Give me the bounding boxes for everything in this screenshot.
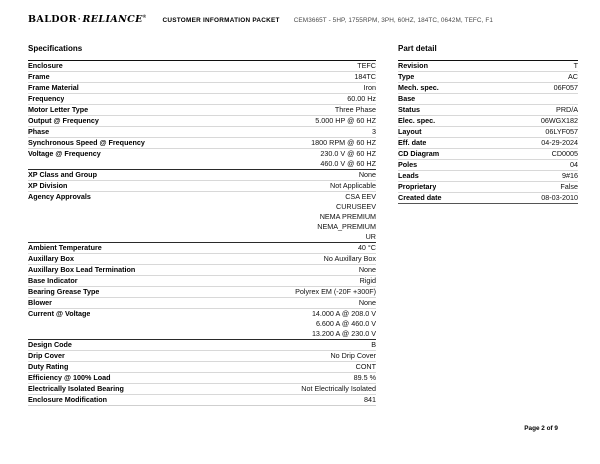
spec-value: Not Electrically Isolated — [301, 384, 376, 393]
part-label: Status — [398, 105, 420, 114]
spec-label: Bearing Grease Type — [28, 287, 100, 296]
specifications-table — [28, 60, 376, 406]
spec-row — [28, 169, 376, 180]
part-label: Mech. spec. — [398, 83, 439, 92]
spec-label: XP Division — [28, 181, 68, 190]
spec-row — [28, 159, 376, 169]
spec-label: Frame Material — [28, 83, 79, 92]
part-value: 06F057 — [553, 83, 578, 92]
spec-row — [28, 115, 376, 126]
spec-value: None — [358, 298, 376, 307]
part-row — [398, 104, 578, 115]
page-header — [28, 14, 580, 25]
part-value: PRD/A — [556, 105, 578, 114]
spec-value: Three Phase — [334, 105, 376, 114]
spec-label: XP Class and Group — [28, 170, 97, 179]
part-row — [398, 192, 578, 203]
spec-value: 184TC — [354, 72, 376, 81]
spec-value: 89.5 % — [353, 373, 376, 382]
spec-label: Base Indicator — [28, 276, 78, 285]
spec-row — [28, 104, 376, 115]
part-row — [398, 126, 578, 137]
spec-label: Phase — [28, 127, 50, 136]
spec-label: Output @ Frequency — [28, 116, 99, 125]
spec-label: Ambient Temperature — [28, 243, 102, 252]
part-value: 04-29-2024 — [541, 138, 578, 147]
part-label: Created date — [398, 193, 442, 202]
spec-row — [28, 308, 376, 319]
spec-value: 60.00 Hz — [347, 94, 376, 103]
part-row — [398, 71, 578, 82]
spec-label: Agency Approvals — [28, 192, 91, 201]
part-label: Base — [398, 94, 416, 103]
specifications-section — [28, 44, 376, 406]
spec-value: Polyrex EM (-20F +300F) — [295, 287, 376, 296]
part-row — [398, 170, 578, 181]
spec-label: Current @ Voltage — [28, 309, 91, 318]
spec-value: CONT — [355, 362, 376, 371]
part-detail-table — [398, 60, 578, 204]
spec-label: Enclosure Modification — [28, 395, 108, 404]
product-description: CEM3665T - 5HP, 1755RPM, 3PH, 60HZ, 184TC, 0642M, TEFC, F1 — [293, 17, 494, 25]
spec-row — [28, 297, 376, 308]
spec-value: 3 — [372, 127, 376, 136]
spec-value: B — [371, 340, 376, 349]
brand-baldor: BALDOR — [28, 14, 77, 26]
spec-row — [28, 275, 376, 286]
part-label: Layout — [398, 127, 422, 136]
part-label: Revision — [398, 61, 428, 70]
spec-value: 14.000 A @ 208.0 V — [311, 309, 376, 318]
spec-row — [28, 212, 376, 222]
spec-value: 6.600 A @ 460.0 V — [315, 319, 376, 328]
spec-value: 841 — [364, 395, 376, 404]
part-detail-section — [398, 44, 578, 204]
part-value: 04 — [570, 160, 578, 169]
spec-row — [28, 232, 376, 242]
spec-row — [28, 383, 376, 394]
part-value: 06WGX182 — [540, 116, 578, 125]
part-row — [398, 181, 578, 192]
part-label: Proprietary — [398, 182, 437, 191]
spec-row — [28, 61, 376, 71]
part-label: Poles — [398, 160, 418, 169]
part-value: AC — [568, 72, 578, 81]
spec-row — [28, 319, 376, 329]
spec-label: Frame — [28, 72, 50, 81]
spec-value: No Drip Cover — [330, 351, 376, 360]
spec-label: Auxillary Box Lead Termination — [28, 265, 136, 274]
spec-row — [28, 264, 376, 275]
spec-row — [28, 82, 376, 93]
part-label: CD Diagram — [398, 149, 440, 158]
spec-row — [28, 191, 376, 202]
part-detail-title: Part detail — [398, 44, 437, 53]
spec-row — [28, 126, 376, 137]
part-value: CD0005 — [551, 149, 578, 158]
spec-row — [28, 350, 376, 361]
spec-label: Duty Rating — [28, 362, 69, 371]
spec-label: Efficiency @ 100% Load — [28, 373, 111, 382]
specifications-title: Specifications — [28, 44, 83, 53]
part-label: Type — [398, 72, 415, 81]
spec-value: 40 °C — [357, 243, 376, 252]
spec-value: None — [358, 265, 376, 274]
part-row — [398, 82, 578, 93]
baldor-reliance-logo — [28, 14, 147, 25]
spec-value: Iron — [363, 83, 376, 92]
spec-value: None — [358, 170, 376, 179]
spec-row — [28, 242, 376, 253]
part-row — [398, 159, 578, 170]
spec-value: Not Applicable — [330, 181, 376, 190]
part-value: 06LYF057 — [545, 127, 578, 136]
spec-row — [28, 202, 376, 212]
part-label: Eff. date — [398, 138, 427, 147]
part-value: 9#16 — [562, 171, 578, 180]
part-row — [398, 115, 578, 126]
spec-value: CSA EEV — [345, 192, 376, 201]
spec-row — [28, 222, 376, 232]
spec-value: NEMA_PREMIUM — [317, 222, 376, 231]
part-row — [398, 61, 578, 71]
spec-value: 13.200 A @ 230.0 V — [311, 329, 376, 338]
spec-label: Electrically Isolated Bearing — [28, 384, 124, 393]
spec-label: Motor Letter Type — [28, 105, 89, 114]
spec-row — [28, 394, 376, 405]
spec-label: Auxillary Box — [28, 254, 74, 263]
spec-row — [28, 329, 376, 339]
logo-dot-separator: · — [77, 14, 82, 26]
page-number: Page 2 of 9 — [524, 425, 558, 432]
spec-row — [28, 148, 376, 159]
spec-value: NEMA PREMIUM — [319, 212, 376, 221]
spec-row — [28, 71, 376, 82]
spec-value: 230.0 V @ 60 HZ — [320, 149, 376, 158]
spec-label: Blower — [28, 298, 52, 307]
part-row — [398, 148, 578, 159]
part-label: Leads — [398, 171, 419, 180]
spec-value: No Auxillary Box — [323, 254, 376, 263]
part-label: Elec. spec. — [398, 116, 436, 125]
brand-reliance: RELIANCE — [82, 14, 143, 26]
spec-value: Rigid — [359, 276, 376, 285]
spec-row — [28, 361, 376, 372]
spec-row — [28, 339, 376, 350]
part-value: T — [573, 61, 578, 70]
document-title: CUSTOMER INFORMATION PACKET — [162, 17, 280, 25]
spec-row — [28, 93, 376, 104]
spec-row — [28, 253, 376, 264]
part-row — [398, 93, 578, 104]
part-value: 08-03-2010 — [541, 193, 578, 202]
spec-value: CURUSEEV — [336, 202, 376, 211]
spec-row — [28, 372, 376, 383]
spec-label: Frequency — [28, 94, 65, 103]
spec-label: Synchronous Speed @ Frequency — [28, 138, 145, 147]
spec-label: Enclosure — [28, 61, 63, 70]
spec-value: TEFC — [357, 61, 376, 70]
spec-row — [28, 180, 376, 191]
spec-value: 5.000 HP @ 60 HZ — [315, 116, 376, 125]
spec-row — [28, 286, 376, 297]
part-value: False — [560, 182, 578, 191]
part-row — [398, 137, 578, 148]
spec-label: Drip Cover — [28, 351, 65, 360]
spec-value: UR — [365, 232, 376, 241]
spec-value: 1800 RPM @ 60 HZ — [311, 138, 376, 147]
spec-label: Design Code — [28, 340, 72, 349]
registered-trademark-icon: ® — [142, 14, 147, 19]
spec-label: Voltage @ Frequency — [28, 149, 101, 158]
spec-row — [28, 137, 376, 148]
spec-value: 460.0 V @ 60 HZ — [320, 159, 376, 168]
